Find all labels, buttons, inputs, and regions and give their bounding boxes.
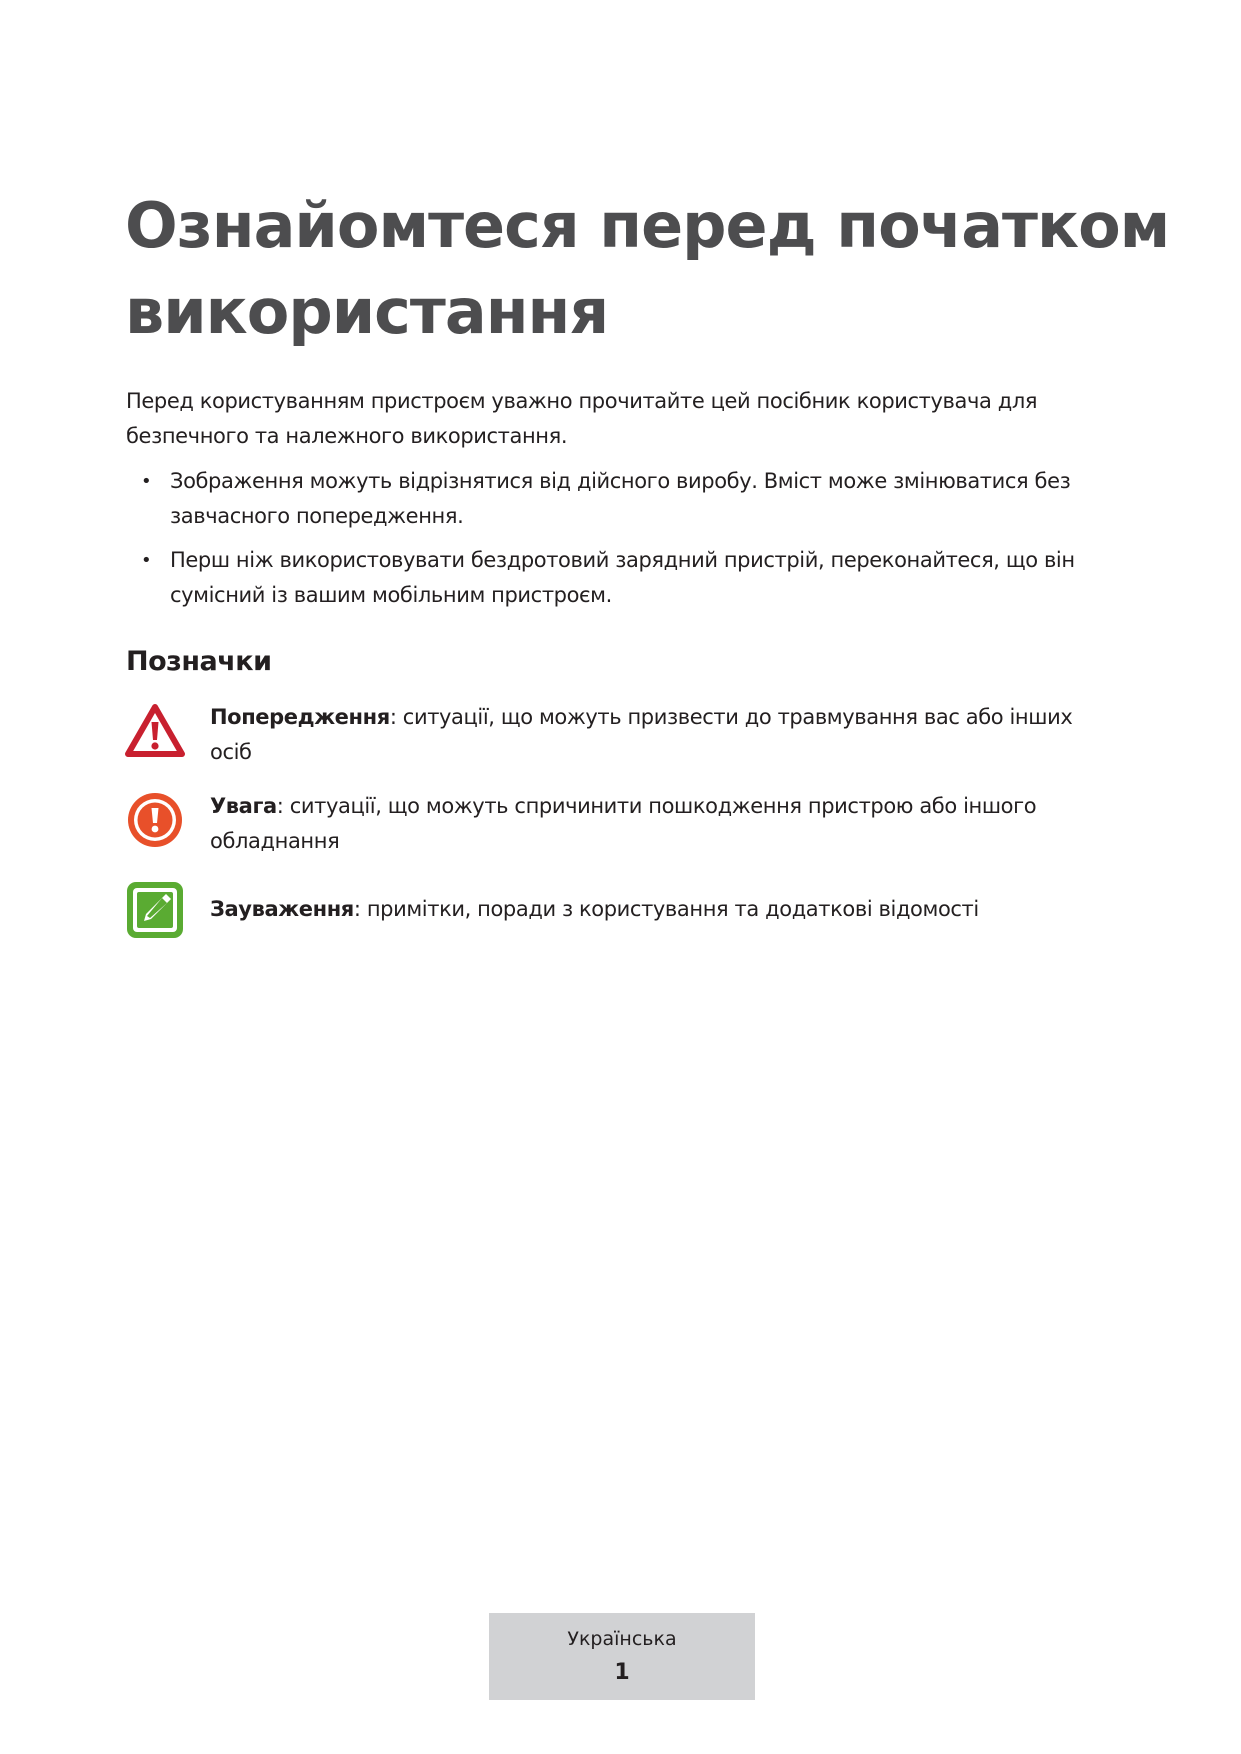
bullet-text: Перш ніж використовувати бездротовий зарядний пристрій, переконайтеся, що він сумісний із вашим мобільним пристроєм.	[170, 548, 1075, 607]
legend-separator: :	[389, 705, 397, 729]
bullet-marker: •	[141, 471, 152, 492]
note-pen-icon	[124, 879, 186, 941]
caution-circle-icon	[124, 789, 186, 851]
bullet-item	[141, 543, 1121, 613]
bullet-item	[141, 464, 1121, 534]
bullet-text: Зображення можуть відрізнятися від дійсного виробу. Вміст може змінюватися без завчасного попередження.	[170, 469, 1071, 528]
legend-term: Увага	[210, 794, 277, 818]
legend-term: Зауваження	[210, 897, 354, 921]
intro-paragraph: Перед користуванням пристроєм уважно прочитайте цей посібник користувача для безпечного та належного використання.	[126, 389, 1038, 448]
legend-text	[210, 700, 1110, 770]
page-number: 1	[614, 1660, 630, 1685]
legend-separator: :	[353, 897, 361, 921]
legend-term: Попередження	[210, 705, 390, 729]
page-footer	[489, 1613, 755, 1700]
footer-language: Українська	[567, 1628, 677, 1650]
legend-description: примітки, поради з користування та додаткові відомості	[360, 897, 979, 921]
legend-description: ситуації, що можуть призвести до травмування вас або інших осіб	[210, 705, 1073, 764]
legend-text	[210, 892, 1110, 927]
legend-description: ситуації, що можуть спричинити пошкодження пристрою або іншого обладнання	[210, 794, 1037, 853]
page-title: Ознайомтеся перед початком використання	[125, 189, 1170, 348]
bullet-marker: •	[141, 550, 152, 571]
legend-separator: :	[276, 794, 284, 818]
legend-heading: Позначки	[126, 646, 272, 677]
warning-triangle-icon	[124, 700, 186, 762]
legend-text	[210, 789, 1110, 859]
